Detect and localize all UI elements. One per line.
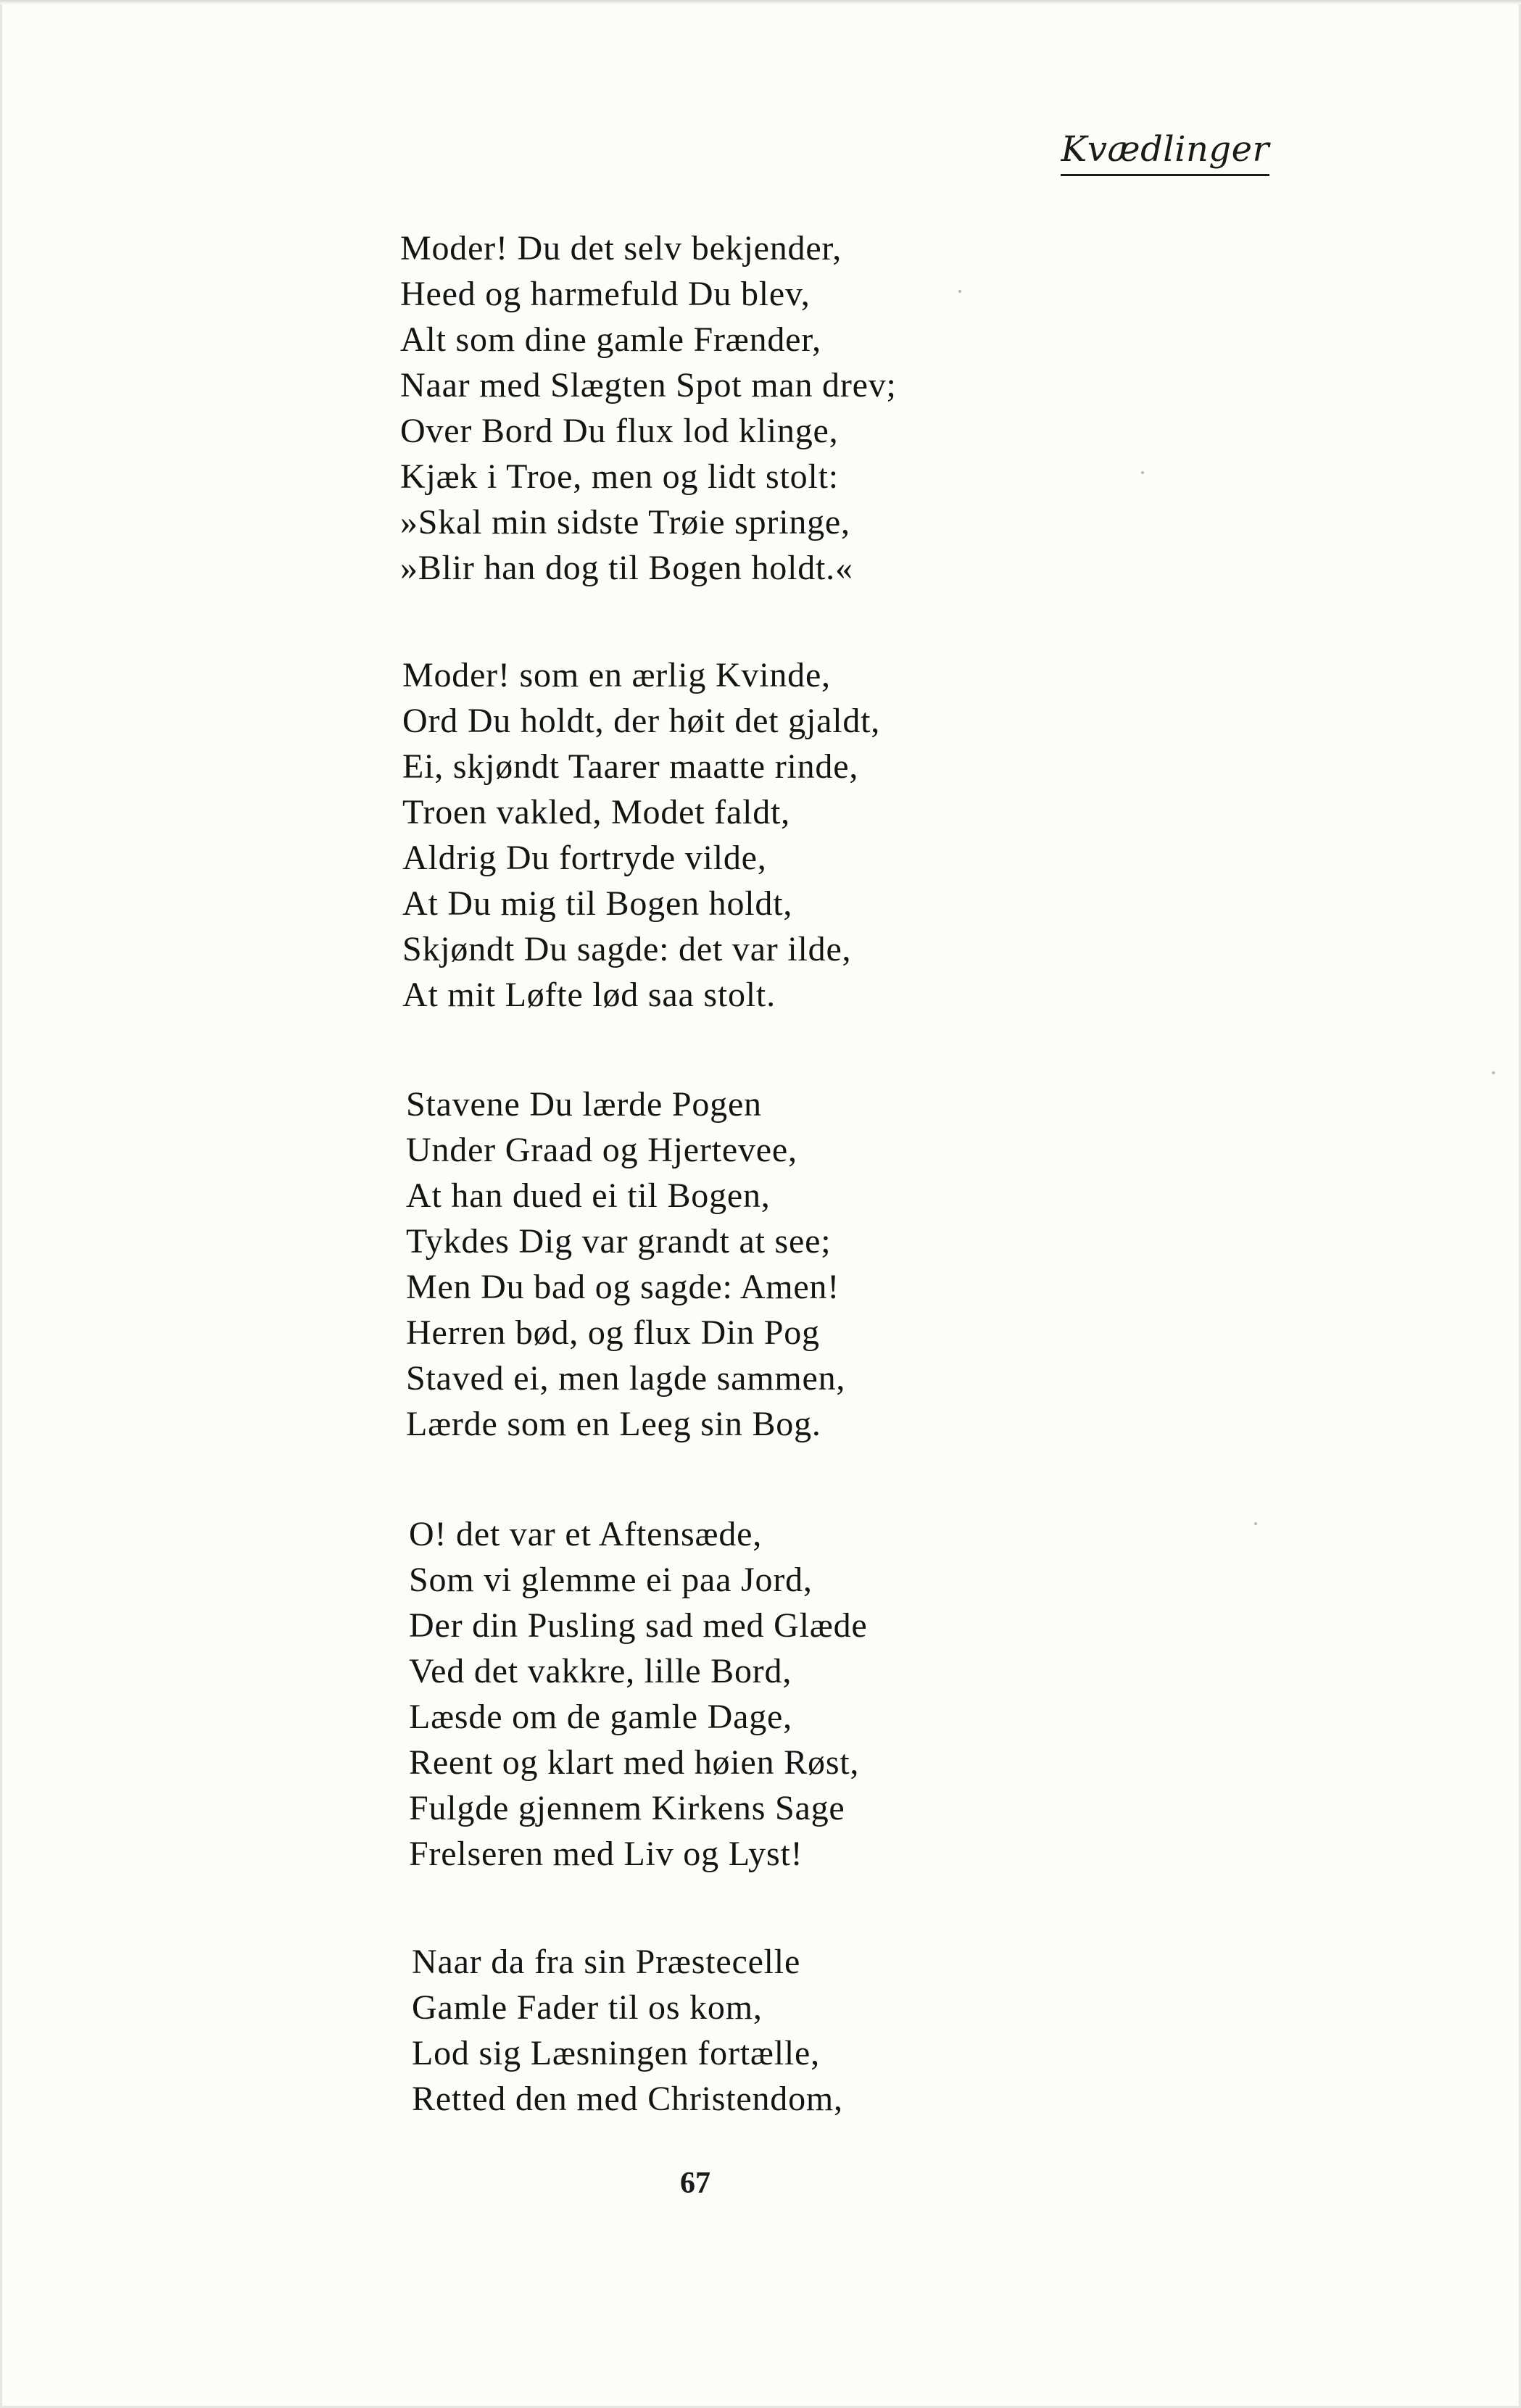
stanza [400,225,897,591]
stanza [412,1939,843,2122]
verse-line: Reent og klart med høien Røst, [409,1743,860,1782]
verse-line: Tykdes Dig var grandt at see; [406,1222,832,1261]
verse-line: Alt som dine gamle Frænder, [400,320,821,359]
verse-line: Moder! Du det selv bekjender, [400,229,842,267]
verse-line: Heed og harmefuld Du blev, [400,275,811,313]
stanza [409,1511,867,1877]
verse-line: Men Du bad og sagde: Amen! [406,1268,840,1306]
verse-line: Skjøndt Du sagde: det var ilde, [402,930,852,968]
verse-line: Lod sig Læsningen fortælle, [412,2034,820,2072]
verse-line: Naar med Slægten Spot man drev; [400,366,897,404]
verse-line: Frelseren med Liv og Lyst! [409,1835,803,1873]
verse-line: Moder! som en ærlig Kvinde, [402,656,831,694]
verse-line: Herren bød, og flux Din Pog [406,1313,820,1352]
verse-line: Ei, skjøndt Taarer maatte rinde, [402,747,859,786]
verse-line: Lærde som en Leeg sin Bog. [406,1405,821,1443]
verse-line: Der din Pusling sad med Glæde [409,1606,868,1645]
verse-line: At han dued ei til Bogen, [406,1176,771,1215]
verse-line: Fulgde gjennem Kirkens Sage [409,1789,845,1827]
verse-line: Som vi glemme ei paa Jord, [409,1561,813,1599]
verse-line: Læsde om de gamle Dage, [409,1698,792,1736]
verse-line: Naar da fra sin Præstecelle [412,1943,801,1981]
verse-line: Staved ei, men lagde sammen, [406,1359,846,1398]
paper-speck [1141,471,1144,474]
verse-line: Stavene Du lærde Pogen [406,1085,762,1124]
verse-line: At Du mig til Bogen holdt, [402,884,793,923]
paper-speck [1254,1522,1257,1525]
verse-line: Under Graad og Hjertevee, [406,1131,797,1169]
verse-line: »Skal min sidste Trøie springe, [400,503,850,541]
paper-speck [1492,1071,1495,1074]
verse-line: Gamle Fader til os kom, [412,1988,763,2027]
verse-line: Retted den med Christendom, [412,2080,843,2118]
running-head: Kvædlinger [1061,129,1269,176]
verse-line: At mit Løfte lød saa stolt. [402,976,776,1014]
page-top-edge [0,0,1521,4]
stanza [402,652,880,1018]
verse-line: Ord Du holdt, der høit det gjaldt, [402,702,881,740]
verse-line: Kjæk i Troe, men og lidt stolt: [400,457,839,496]
stanza [406,1081,845,1447]
verse-line: Troen vakled, Modet faldt, [402,793,790,831]
verse-line: Over Bord Du flux lod klinge, [400,412,839,450]
verse-line: Ved det vakkre, lille Bord, [409,1652,792,1690]
verse-line: Aldrig Du fortryde vilde, [402,839,767,877]
verse-line: O! det var et Aftensæde, [409,1515,763,1553]
verse-line: »Blir han dog til Bogen holdt.« [400,549,853,587]
page-number: 67 [680,2167,710,2200]
paper-speck [958,290,961,293]
